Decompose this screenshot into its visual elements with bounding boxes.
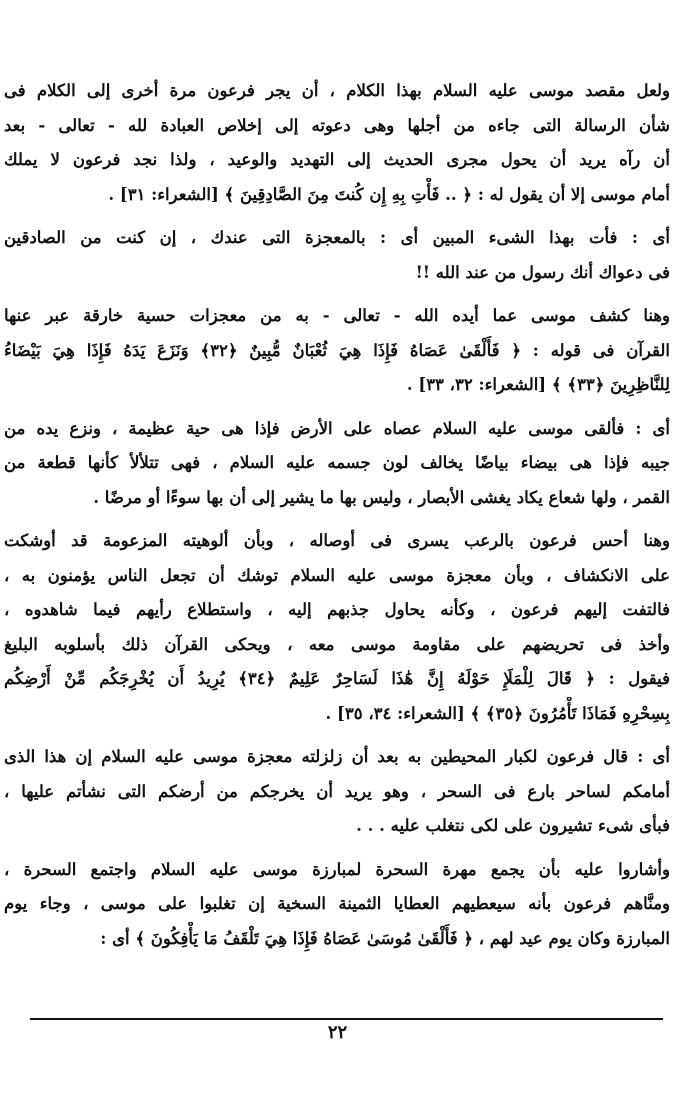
text-line: أى : قال فرعون لكبار المحيطين به بعد أن زلزلته معجزة موسى عليه السلام إن هذا الذى xyxy=(4,747,670,766)
text-line: أن رآه يريد أن يحول مجرى الحديث إلى التهديد والوعيد ، ولذا نجد فرعون لا يملك xyxy=(4,150,670,169)
text-line: بِسِحْرِهِ فَمَاذَا تَأْمُرُونَ ﴿٣٥﴾ ﴾ [الشعراء: ٣٤، ٣٥] . xyxy=(325,703,670,723)
text-line: فيقول : ﴿ قَالَ لِلْمَلَإِ حَوْلَهُ إِنَّ هَٰذَا لَسَاحِرٌ عَلِيمٌ ﴿٣٤﴾ يُرِيدُ أَن يُخْرِجَكُم مِّنْ أَرْضِكُم xyxy=(4,669,670,688)
text-line: جيبه فإذا هى بيضاء بياضًا يخالف لون جسمه عليه السلام ، فهى تتلألأ كأنها قطعة من xyxy=(4,453,670,472)
paragraph xyxy=(4,221,670,290)
text-line: ومنَّاهم فرعون بأنه سيعطيهم العطايا الثمينة السخية إن تغلبوا على موسى ، وجاء يوم xyxy=(4,894,670,913)
paragraph xyxy=(4,74,670,212)
text-line: فبأى شىء تشيرون على لكى نتغلب عليه . . . xyxy=(356,816,670,835)
book-page-body xyxy=(4,74,670,965)
paragraph xyxy=(4,524,670,731)
text-line: المبارزة وكان يوم عيد لهم ، ﴿ فَأَلْقَىٰ مُوسَىٰ عَصَاهُ فَإِذَا هِيَ تَلْقَفُ مَا يَأْفِكُونَ ﴾ أى : xyxy=(100,928,670,948)
paragraph xyxy=(4,299,670,403)
text-line: القرآن فى قوله : ﴿ فَأَلْقَىٰ عَصَاهُ فَإِذَا هِيَ ثُعْبَانٌ مُّبِينٌ ﴿٣٢﴾ وَنَزَعَ يَدَهُ فَإِذَا هِيَ بَيْضَاءُ xyxy=(4,340,670,360)
text-line: القمر ، ولها شعاع يكاد يغشى الأبصار ، وليس بها ما يشير إلى أن بها سوءًا أو مرضًا . xyxy=(93,487,670,507)
text-line: لِلنَّاظِرِينَ ﴿٣٣﴾ ﴾ [الشعراء: ٣٢، ٣٣] . xyxy=(406,375,670,394)
text-line: فالتفت إليهم فرعون ، وكأنه يحاول جذبهم إليه ، واستطلاع رأيهم فيما شاهدوه ، xyxy=(4,600,670,619)
footer-divider xyxy=(30,1018,663,1020)
text-line: فى دعواك أنك رسول من عند الله !! xyxy=(415,262,670,282)
text-line: أمامكم لساحر بارع فى السحر ، وهو يريد أن يخرجكم من أرضكم التى نشأتم عليها ، xyxy=(4,781,670,801)
text-line: أى : فألقى موسى عليه السلام عصاه على الأرض فإذا هى حية عظيمة ، ونزع يده من xyxy=(4,418,670,438)
paragraph xyxy=(4,853,670,957)
text-line: شأن الرسالة التى جاءه من أجلها وهى دعوته إلى إخلاص العبادة لله - تعالى - بعد xyxy=(4,115,670,135)
text-line: ولعل مقصد موسى عليه السلام بهذا الكلام ، أن يجر فرعون مرة أخرى إلى الكلام فى xyxy=(4,81,670,100)
text-line: على الانكشاف ، وبأن معجزة موسى عليه السلام توشك أن تجعل الناس يؤمنون به ، xyxy=(4,565,670,585)
page-number: ٢٢ xyxy=(327,1022,348,1043)
text-line: وأخذ فى تحريضهم على مقاومة موسى معه ، ويحكى القرآن ذلك بأسلوبه البليغ xyxy=(4,634,670,654)
paragraph xyxy=(4,740,670,844)
text-line: وهنا كشف موسى عما أيده الله - تعالى - به من معجزات حسية خارقة عبر عنها xyxy=(4,306,670,325)
paragraph xyxy=(4,412,670,516)
text-line: وهنا أحس فرعون بالرعب يسرى فى أوصاله ، وبأن ألوهيته المزعومة قد أوشكت xyxy=(4,531,670,550)
text-line: أمام موسى إلا أن يقول له : ﴿ .. فَأْتِ بِهِ إِن كُنتَ مِنَ الصَّادِقِينَ ﴾ [الشعراء: ٣١] . xyxy=(108,184,670,204)
text-line: وأشاروا عليه بأن يجمع مهرة السحرة لمبارزة موسى عليه السلام واجتمع السحرة ، xyxy=(4,859,670,879)
text-line: أى : فأت بهذا الشىء المبين أى : بالمعجزة التى عندك ، إن كنت من الصادقين xyxy=(4,228,670,247)
